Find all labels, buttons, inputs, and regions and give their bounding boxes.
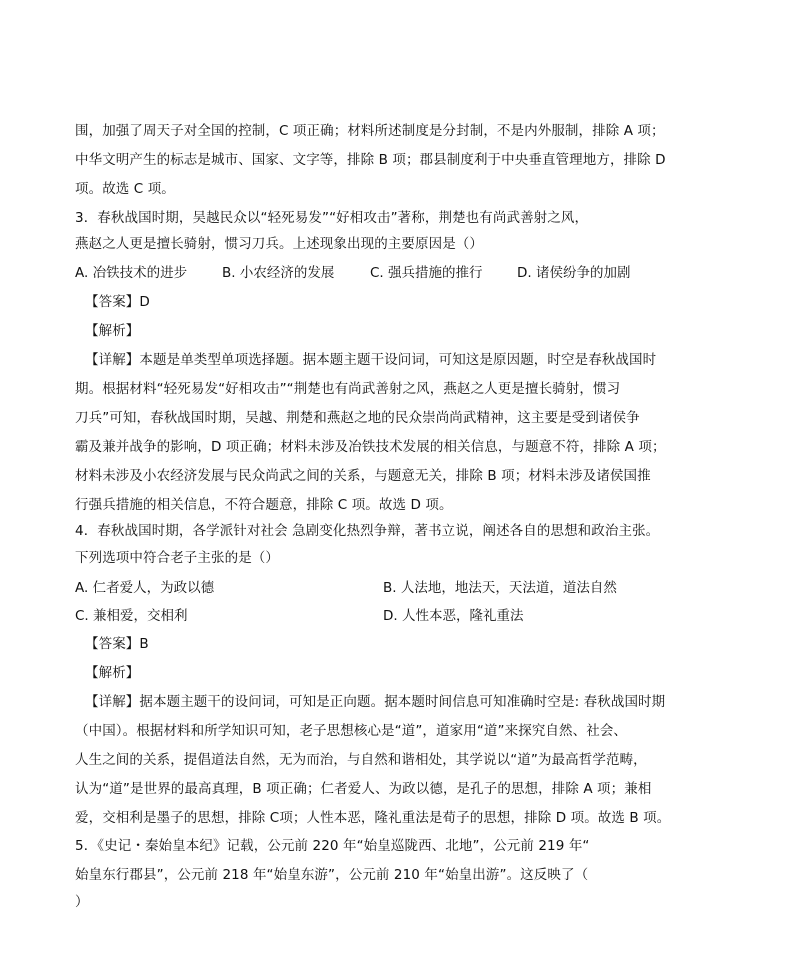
q3-option-c: C. 强兵措施的推行 [370,265,483,281]
q3-detail-line-5: 材料未涉及小农经济发展与民众尚武之间的关系，与题意无关，排除 B 项；材料未涉及诸侯国推 [75,468,651,484]
q5-stem-line-1: 5．《史记・秦始皇本纪》记载，公元前 220 年“始皇巡陇西、北地”，公元前 219 年“ [75,838,590,854]
q4-answer: 【答案】B [85,636,149,652]
q5-stem-line-3: ） [75,894,89,910]
q3-analysis-label: 【解析】 [85,323,140,339]
q3-detail-line-3: 刀兵”可知，春秋战国时期，吴越、荆楚和燕赵之地的民众崇尚尚武精神，这主要是受到诸侯争 [75,410,640,426]
q4-stem-line-2: 下列选项中符合老子主张的是（） [75,550,279,566]
q3-detail-line-2: 期。根据材料“轻死易发“好相攻击”“荆楚也有尚武善射之风，燕赵之人更是擅长骑射，惯习 [75,381,621,397]
q3-detail-line-1: 【详解】本题是单类型单项选择题。据本题主题干设问词，可知这是原因题，时空是春秋战国时 [85,352,657,368]
q3-detail-line-4: 霸及兼并战争的影响，D 项正确；材料未涉及冶铁技术发展的相关信息，与题意不符，排除 A 项； [75,439,666,455]
q2-analysis-line-2: 中华文明产生的标志是城市、国家、文字等，排除 B 项；郡县制度利于中央垂直管理地方，排除 D [75,152,666,168]
q5-stem-line-2: 始皇东行郡县”，公元前 218 年“始皇东游”，公元前 210 年“始皇出游”。这反映了（ [75,867,589,883]
q4-option-d: D. 人性本恶，隆礼重法 [383,608,524,624]
q3-option-b: B. 小农经济的发展 [222,265,335,281]
q4-option-a: A. 仁者爱人，为政以德 [75,580,215,596]
q3-stem-line-1: 3．春秋战国时期，吴越民众以“轻死易发”“好相攻击”著称，荆楚也有尚武善射之风， [75,210,589,226]
q4-stem-line-1: 4．春秋战国时期，各学派针对社会 急剧变化热烈争辩，著书立说，阐述各自的思想和政治主张。 [75,523,660,539]
q4-detail-line-2: （中国）。根据材料和所学知识可知，老子思想核心是“道”，道家用“道”来探究自然、社会、 [75,723,628,739]
q4-option-b: B. 人法地，地法天，天法道，道法自然 [383,580,617,596]
q3-stem-line-2: 燕赵之人更是擅长骑射，惯习刀兵。上述现象出现的主要原因是（） [75,236,483,252]
q4-detail-line-3: 人生之间的关系，提倡道法自然，无为而治，与自然和谐相处，其学说以“道”为最高哲学范畴， [75,752,647,768]
q4-analysis-label: 【解析】 [85,665,140,681]
q3-option-a: A. 冶铁技术的进步 [75,265,188,281]
q4-option-c: C. 兼相爱，交相利 [75,608,188,624]
q4-detail-line-4: 认为“道”是世界的最高真理，B 项正确；仁者爱人、为政以德，是孔子的思想，排除 A 项；兼相 [75,781,652,797]
q4-detail-line-5: 爱，交相利是墨子的思想，排除 C项；人性本恶，隆礼重法是荀子的思想，排除 D 项。故选 B 项。 [75,810,671,826]
q2-analysis-line-3: 项。故选 C 项。 [75,181,175,197]
q3-detail-line-6: 行强兵措施的相关信息，不符合题意，排除 C 项。故选 D 项。 [75,497,453,513]
q4-detail-line-1: 【详解】据本题主题干的设问词，可知是正向题。据本题时间信息可知准确时空是: 春秋战国时期 [85,694,666,710]
q3-answer: 【答案】D [85,294,150,310]
q2-analysis-line-1: 围，加强了周天子对全国的控制，C 项正确；材料所述制度是分封制，不是内外服制，排除 A 项； [75,123,665,139]
q3-option-d: D. 诸侯纷争的加剧 [517,265,631,281]
